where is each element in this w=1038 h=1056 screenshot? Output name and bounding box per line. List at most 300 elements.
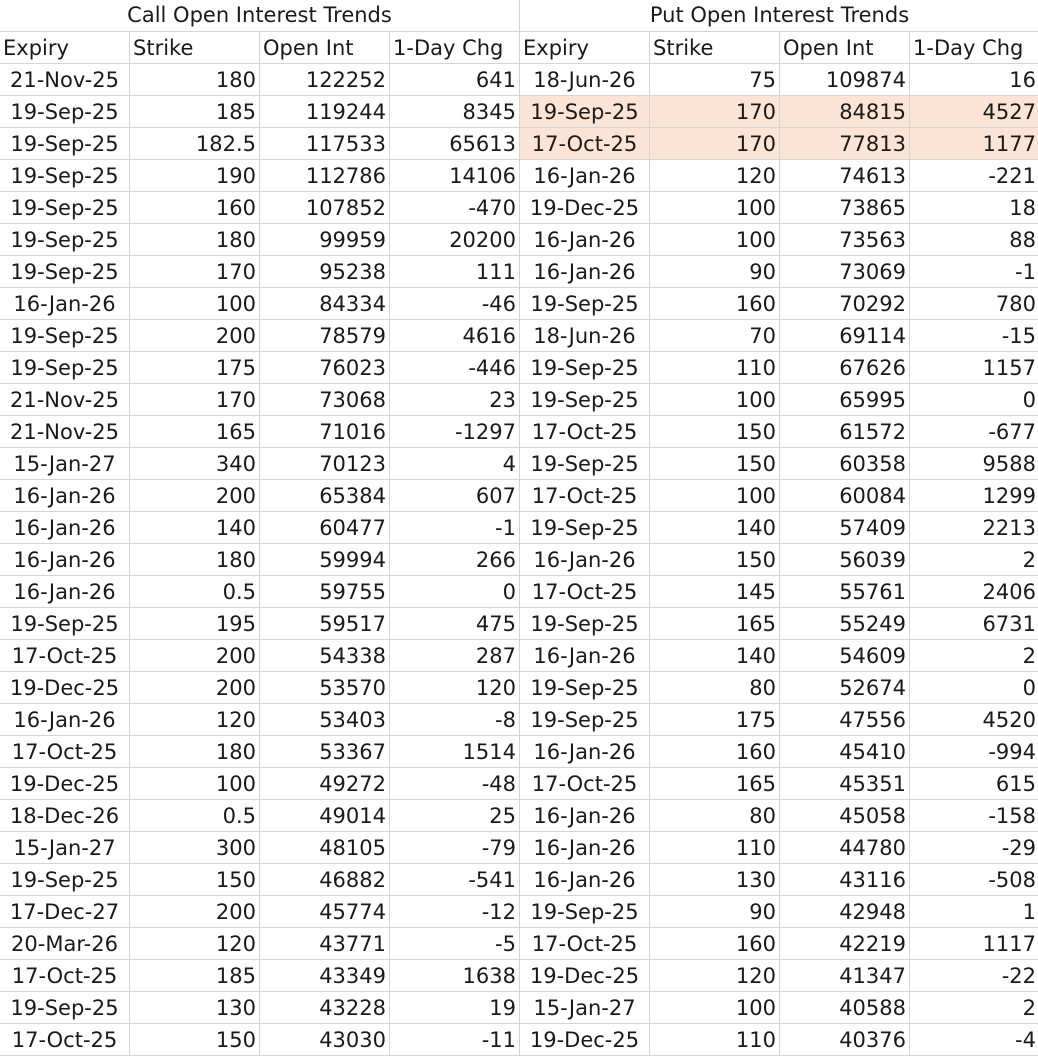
put-one-day-chg-cell: 9588: [982, 452, 1036, 476]
call-expiry-cell: 19-Dec-25: [0, 672, 130, 703]
call-open-int-cell: 76023: [260, 352, 390, 383]
call-one-day-chg-cell: -79: [481, 836, 516, 860]
put-table-row: [520, 64, 1038, 96]
put-strike-cell: 140: [650, 640, 780, 671]
call-one-day-chg-cell: -46: [481, 292, 516, 316]
call-expiry-cell: 21-Nov-25: [0, 416, 130, 447]
call-open-int-cell: 112786: [260, 160, 390, 191]
put-strike-cell: 100: [650, 992, 780, 1023]
call-strike-cell: 165: [130, 416, 260, 447]
put-one-day-chg-cell: 1299: [982, 484, 1036, 508]
call-strike-cell: 150: [130, 1024, 260, 1055]
put-one-day-chg-cell: 1177: [982, 132, 1036, 156]
call-open-int-cell: 53570: [260, 672, 390, 703]
call-expiry-cell: 16-Jan-26: [0, 576, 130, 607]
put-expiry-cell: 17-Oct-25: [520, 768, 650, 799]
put-table-row: [520, 128, 1038, 160]
put-strike-cell: 100: [650, 384, 780, 415]
call-table-row: [0, 192, 519, 224]
call-table-row: [0, 160, 519, 192]
put-one-day-chg-cell: 615: [995, 772, 1036, 796]
call-strike-cell: 300: [130, 832, 260, 863]
put-table-row: [520, 1024, 1038, 1056]
put-expiry-cell: 18-Jun-26: [520, 320, 650, 351]
call-open-int-cell: 107852: [260, 192, 390, 223]
put-open-int-cell: 57409: [780, 512, 910, 543]
put-expiry-cell: 16-Jan-26: [520, 832, 650, 863]
call-one-day-chg-cell: 14106: [449, 164, 516, 188]
call-table-row: [0, 736, 519, 768]
put-one-day-chg-cell: 0: [1022, 388, 1036, 412]
put-one-day-chg-cell: 780: [995, 292, 1036, 316]
put-open-int-cell: 61572: [780, 416, 910, 447]
call-strike-cell: 185: [130, 960, 260, 991]
put-strike-cell: 90: [650, 896, 780, 927]
put-one-day-chg-cell: 88: [1009, 228, 1036, 252]
call-expiry-cell: 17-Oct-25: [0, 736, 130, 767]
call-expiry-cell: 16-Jan-26: [0, 288, 130, 319]
call-expiry-cell: 17-Oct-25: [0, 1024, 130, 1055]
put-strike-cell: 170: [650, 96, 780, 127]
call-table-row: [0, 800, 519, 832]
call-strike-cell: 140: [130, 512, 260, 543]
put-open-int-cell: 73069: [780, 256, 910, 287]
put-strike-cell: 150: [650, 544, 780, 575]
put-expiry-cell: 19-Sep-25: [520, 896, 650, 927]
put-table-row: [520, 896, 1038, 928]
call-table-row: [0, 416, 519, 448]
put-one-day-chg-cell: -994: [988, 740, 1036, 764]
put-one-day-chg-cell: 18: [1009, 196, 1036, 220]
call-table-row: [0, 1024, 519, 1056]
put-strike-cell: 100: [650, 224, 780, 255]
put-strike-cell: 110: [650, 832, 780, 863]
put-open-int-cell: 65995: [780, 384, 910, 415]
call-open-int-cell: 43771: [260, 928, 390, 959]
put-one-day-chg-cell: 1: [1022, 900, 1036, 924]
put-expiry-cell: 16-Jan-26: [520, 864, 650, 895]
call-one-day-chg-cell: 475: [475, 612, 516, 636]
put-strike-cell: 165: [650, 608, 780, 639]
put-table-row: [520, 384, 1038, 416]
put-expiry-cell: 19-Sep-25: [520, 608, 650, 639]
put-expiry-cell: 19-Sep-25: [520, 512, 650, 543]
call-open-int-cell: 49272: [260, 768, 390, 799]
put-open-int-cell: 43116: [780, 864, 910, 895]
call-table-body: [0, 64, 519, 1056]
call-expiry-cell: 19-Sep-25: [0, 224, 130, 255]
call-one-day-chg-cell: 19: [489, 996, 516, 1020]
call-expiry-cell: 19-Sep-25: [0, 864, 130, 895]
call-strike-cell: 100: [130, 768, 260, 799]
call-table-row: [0, 832, 519, 864]
put-table-row: [520, 192, 1038, 224]
call-header-1-day-chg: 1-Day Chg: [393, 36, 504, 60]
call-open-int-cell: 46882: [260, 864, 390, 895]
put-one-day-chg-cell: 6731: [982, 612, 1036, 636]
call-expiry-cell: 19-Sep-25: [0, 160, 130, 191]
call-table-row: [0, 960, 519, 992]
call-open-int-cell: 117533: [260, 128, 390, 159]
put-strike-cell: 75: [650, 64, 780, 95]
call-one-day-chg-cell: -11: [481, 1028, 516, 1052]
put-open-int-cell: 70292: [780, 288, 910, 319]
call-table-row: [0, 352, 519, 384]
call-open-int-cell: 49014: [260, 800, 390, 831]
put-strike-cell: 150: [650, 448, 780, 479]
call-open-int-cell: 70123: [260, 448, 390, 479]
put-one-day-chg-cell: -1: [1015, 260, 1036, 284]
call-table-row: [0, 224, 519, 256]
put-strike-cell: 120: [650, 960, 780, 991]
call-strike-cell: 200: [130, 672, 260, 703]
put-one-day-chg-cell: 2: [1022, 644, 1036, 668]
call-table-row: [0, 448, 519, 480]
call-table-row: [0, 288, 519, 320]
call-one-day-chg-cell: -1297: [454, 420, 516, 444]
call-one-day-chg-cell: -1: [495, 516, 516, 540]
call-open-int-cell: 48105: [260, 832, 390, 863]
call-one-day-chg-cell: 23: [489, 388, 516, 412]
call-table-row: [0, 672, 519, 704]
call-table-row: [0, 544, 519, 576]
put-table-row: [520, 736, 1038, 768]
call-open-int-cell: 60477: [260, 512, 390, 543]
call-table-row: [0, 128, 519, 160]
put-expiry-cell: 19-Dec-25: [520, 960, 650, 991]
put-one-day-chg-cell: 16: [1009, 68, 1036, 92]
call-open-int-cell: 99959: [260, 224, 390, 255]
put-strike-cell: 160: [650, 288, 780, 319]
call-strike-cell: 160: [130, 192, 260, 223]
call-open-int-cell: 122252: [260, 64, 390, 95]
call-strike-cell: 340: [130, 448, 260, 479]
put-table-row: [520, 608, 1038, 640]
put-table-row: [520, 96, 1038, 128]
call-one-day-chg-cell: -5: [495, 932, 516, 956]
call-expiry-cell: 19-Sep-25: [0, 192, 130, 223]
call-table-row: [0, 256, 519, 288]
put-one-day-chg-cell: 2: [1022, 996, 1036, 1020]
put-table-row: [520, 416, 1038, 448]
call-expiry-cell: 19-Sep-25: [0, 608, 130, 639]
put-strike-cell: 150: [650, 416, 780, 447]
put-table-row: [520, 352, 1038, 384]
put-strike-cell: 170: [650, 128, 780, 159]
put-header-strike: Strike: [650, 32, 780, 63]
call-open-int-cell: 53403: [260, 704, 390, 735]
put-strike-cell: 110: [650, 1024, 780, 1055]
put-table-row: [520, 512, 1038, 544]
put-table-row: [520, 544, 1038, 576]
call-open-int-cell: 95238: [260, 256, 390, 287]
put-open-int-cell: 55249: [780, 608, 910, 639]
call-expiry-cell: 17-Oct-25: [0, 960, 130, 991]
put-open-int-cell: 56039: [780, 544, 910, 575]
call-expiry-cell: 15-Jan-27: [0, 448, 130, 479]
put-expiry-cell: 17-Oct-25: [520, 928, 650, 959]
put-open-int-cell: 77813: [780, 128, 910, 159]
put-expiry-cell: 16-Jan-26: [520, 544, 650, 575]
put-one-day-chg-cell: 2213: [982, 516, 1036, 540]
put-open-int-cell: 45351: [780, 768, 910, 799]
call-expiry-cell: 16-Jan-26: [0, 544, 130, 575]
call-table-row: [0, 640, 519, 672]
call-expiry-cell: 16-Jan-26: [0, 480, 130, 511]
put-table-row: [520, 576, 1038, 608]
call-expiry-cell: 19-Sep-25: [0, 256, 130, 287]
put-open-int-cell: 74613: [780, 160, 910, 191]
put-expiry-cell: 19-Dec-25: [520, 1024, 650, 1055]
call-expiry-cell: 16-Jan-26: [0, 704, 130, 735]
call-open-int-cell: 43349: [260, 960, 390, 991]
call-table-row: [0, 64, 519, 96]
call-open-int-cell: 59755: [260, 576, 390, 607]
call-open-int-cell: 45774: [260, 896, 390, 927]
call-expiry-cell: 16-Jan-26: [0, 512, 130, 543]
put-strike-cell: 100: [650, 480, 780, 511]
call-strike-cell: 200: [130, 480, 260, 511]
put-one-day-chg-cell: -677: [988, 420, 1036, 444]
put-expiry-cell: 16-Jan-26: [520, 640, 650, 671]
call-strike-cell: 200: [130, 896, 260, 927]
call-table-row: [0, 704, 519, 736]
call-strike-cell: 170: [130, 256, 260, 287]
call-table-row: [0, 480, 519, 512]
put-strike-cell: 80: [650, 672, 780, 703]
put-open-int-cell: 109874: [780, 64, 910, 95]
put-expiry-cell: 16-Jan-26: [520, 160, 650, 191]
put-open-int-cell: 55761: [780, 576, 910, 607]
call-header-open-int: Open Int: [260, 32, 390, 63]
call-strike-cell: 182.5: [130, 128, 260, 159]
call-expiry-cell: 20-Mar-26: [0, 928, 130, 959]
put-strike-cell: 110: [650, 352, 780, 383]
put-strike-cell: 120: [650, 160, 780, 191]
call-strike-cell: 180: [130, 64, 260, 95]
put-one-day-chg-cell: 2: [1022, 548, 1036, 572]
put-expiry-cell: 15-Jan-27: [520, 992, 650, 1023]
call-one-day-chg-cell: -541: [468, 868, 516, 892]
call-open-int-cell: 65384: [260, 480, 390, 511]
call-table-row: [0, 928, 519, 960]
call-open-int-cell: 84334: [260, 288, 390, 319]
put-expiry-cell: 19-Sep-25: [520, 448, 650, 479]
put-strike-cell: 175: [650, 704, 780, 735]
call-one-day-chg-cell: -446: [468, 356, 516, 380]
put-table-title: Put Open Interest Trends: [520, 0, 1038, 32]
put-table-row: [520, 224, 1038, 256]
call-open-int-cell: 43030: [260, 1024, 390, 1055]
put-table-row: [520, 768, 1038, 800]
call-one-day-chg-cell: 8345: [462, 100, 516, 124]
put-one-day-chg-cell: 2406: [982, 580, 1036, 604]
call-strike-cell: 200: [130, 640, 260, 671]
call-one-day-chg-cell: 287: [475, 644, 516, 668]
put-expiry-cell: 19-Dec-25: [520, 192, 650, 223]
put-open-int-cell: 73563: [780, 224, 910, 255]
call-strike-cell: 195: [130, 608, 260, 639]
put-expiry-cell: 16-Jan-26: [520, 736, 650, 767]
put-open-int-cell: 42219: [780, 928, 910, 959]
call-strike-cell: 175: [130, 352, 260, 383]
put-one-day-chg-cell: 1157: [982, 356, 1036, 380]
call-one-day-chg-cell: 4616: [462, 324, 516, 348]
call-expiry-cell: 19-Sep-25: [0, 128, 130, 159]
put-open-int-cell: 67626: [780, 352, 910, 383]
call-expiry-cell: 19-Dec-25: [0, 768, 130, 799]
put-open-int-cell: 69114: [780, 320, 910, 351]
put-expiry-cell: 16-Jan-26: [520, 800, 650, 831]
put-one-day-chg-cell: 0: [1022, 676, 1036, 700]
put-header-row: [520, 32, 1038, 64]
put-strike-cell: 160: [650, 928, 780, 959]
call-strike-cell: 0.5: [130, 800, 260, 831]
put-one-day-chg-cell: 1117: [982, 932, 1036, 956]
put-expiry-cell: 16-Jan-26: [520, 256, 650, 287]
put-table-row: [520, 928, 1038, 960]
call-strike-cell: 190: [130, 160, 260, 191]
call-expiry-cell: 17-Dec-27: [0, 896, 130, 927]
put-expiry-cell: 19-Sep-25: [520, 672, 650, 703]
put-expiry-cell: 17-Oct-25: [520, 576, 650, 607]
put-strike-cell: 100: [650, 192, 780, 223]
call-table-row: [0, 896, 519, 928]
call-strike-cell: 180: [130, 736, 260, 767]
put-one-day-chg-cell: -158: [988, 804, 1036, 828]
call-table-row: [0, 320, 519, 352]
call-open-int-cell: 78579: [260, 320, 390, 351]
put-open-int-cell: 44780: [780, 832, 910, 863]
call-open-int-cell: 59517: [260, 608, 390, 639]
call-expiry-cell: 19-Sep-25: [0, 352, 130, 383]
call-strike-cell: 120: [130, 928, 260, 959]
call-table-row: [0, 512, 519, 544]
put-expiry-cell: 17-Oct-25: [520, 416, 650, 447]
call-strike-cell: 120: [130, 704, 260, 735]
put-expiry-cell: 17-Oct-25: [520, 128, 650, 159]
call-table-row: [0, 576, 519, 608]
call-table-title: Call Open Interest Trends: [0, 0, 519, 32]
call-table-row: [0, 608, 519, 640]
put-table-row: [520, 704, 1038, 736]
put-table-row: [520, 640, 1038, 672]
put-expiry-cell: 17-Oct-25: [520, 480, 650, 511]
call-one-day-chg-cell: 20200: [449, 228, 516, 252]
call-open-int-cell: 73068: [260, 384, 390, 415]
call-one-day-chg-cell: 1514: [462, 740, 516, 764]
call-strike-cell: 200: [130, 320, 260, 351]
put-open-int-cell: 47556: [780, 704, 910, 735]
call-header-expiry: Expiry: [0, 32, 130, 63]
put-table-row: [520, 160, 1038, 192]
call-open-int-cell: 119244: [260, 96, 390, 127]
put-table-row: [520, 864, 1038, 896]
put-open-int-cell: 84815: [780, 96, 910, 127]
put-one-day-chg-cell: -4: [1015, 1028, 1036, 1052]
put-table-row: [520, 288, 1038, 320]
put-strike-cell: 80: [650, 800, 780, 831]
put-open-int-cell: 60084: [780, 480, 910, 511]
put-table-row: [520, 448, 1038, 480]
put-table-row: [520, 672, 1038, 704]
call-one-day-chg-cell: 65613: [449, 132, 516, 156]
call-expiry-cell: 15-Jan-27: [0, 832, 130, 863]
put-expiry-cell: 19-Sep-25: [520, 384, 650, 415]
put-open-int-cell: 52674: [780, 672, 910, 703]
call-table-row: [0, 768, 519, 800]
call-strike-cell: 150: [130, 864, 260, 895]
call-strike-cell: 185: [130, 96, 260, 127]
call-one-day-chg-cell: 0: [502, 580, 516, 604]
call-expiry-cell: 19-Sep-25: [0, 320, 130, 351]
call-expiry-cell: 18-Dec-26: [0, 800, 130, 831]
put-one-day-chg-cell: -22: [1001, 964, 1036, 988]
call-one-day-chg-cell: 266: [475, 548, 516, 572]
put-table-row: [520, 480, 1038, 512]
call-expiry-cell: 21-Nov-25: [0, 384, 130, 415]
put-one-day-chg-cell: -29: [1001, 836, 1036, 860]
put-strike-cell: 140: [650, 512, 780, 543]
call-strike-cell: 130: [130, 992, 260, 1023]
put-open-int-cell: 73865: [780, 192, 910, 223]
call-one-day-chg-cell: 120: [475, 676, 516, 700]
put-open-int-cell: 40588: [780, 992, 910, 1023]
put-open-int-cell: 54609: [780, 640, 910, 671]
put-expiry-cell: 19-Sep-25: [520, 96, 650, 127]
call-expiry-cell: 19-Sep-25: [0, 96, 130, 127]
put-table-row: [520, 256, 1038, 288]
put-one-day-chg-cell: 4520: [982, 708, 1036, 732]
call-one-day-chg-cell: 607: [475, 484, 516, 508]
put-header-expiry: Expiry: [520, 32, 650, 63]
put-one-day-chg-cell: 4527: [982, 100, 1036, 124]
call-one-day-chg-cell: -8: [495, 708, 516, 732]
put-expiry-cell: 19-Sep-25: [520, 352, 650, 383]
call-expiry-cell: 17-Oct-25: [0, 640, 130, 671]
call-strike-cell: 100: [130, 288, 260, 319]
call-expiry-cell: 21-Nov-25: [0, 64, 130, 95]
call-header-row: [0, 32, 519, 64]
put-strike-cell: 90: [650, 256, 780, 287]
put-open-int-cell: 41347: [780, 960, 910, 991]
call-one-day-chg-cell: -48: [481, 772, 516, 796]
put-one-day-chg-cell: -15: [1001, 324, 1036, 348]
put-table-row: [520, 800, 1038, 832]
call-open-int-cell: 53367: [260, 736, 390, 767]
put-table-row: [520, 960, 1038, 992]
put-table-body: [520, 64, 1038, 1056]
put-strike-cell: 130: [650, 864, 780, 895]
put-one-day-chg-cell: -508: [988, 868, 1036, 892]
call-open-int-cell: 54338: [260, 640, 390, 671]
call-one-day-chg-cell: -12: [481, 900, 516, 924]
call-table-row: [0, 96, 519, 128]
call-header-strike: Strike: [130, 32, 260, 63]
call-strike-cell: 180: [130, 544, 260, 575]
call-one-day-chg-cell: 25: [489, 804, 516, 828]
put-one-day-chg-cell: -221: [988, 164, 1036, 188]
call-one-day-chg-cell: 1638: [462, 964, 516, 988]
put-open-int-cell: 40376: [780, 1024, 910, 1055]
put-open-int-cell: 45410: [780, 736, 910, 767]
put-expiry-cell: 19-Sep-25: [520, 704, 650, 735]
call-strike-cell: 170: [130, 384, 260, 415]
put-table-row: [520, 992, 1038, 1024]
put-open-int-cell: 45058: [780, 800, 910, 831]
put-open-interest-table: [519, 0, 1038, 1056]
put-strike-cell: 145: [650, 576, 780, 607]
